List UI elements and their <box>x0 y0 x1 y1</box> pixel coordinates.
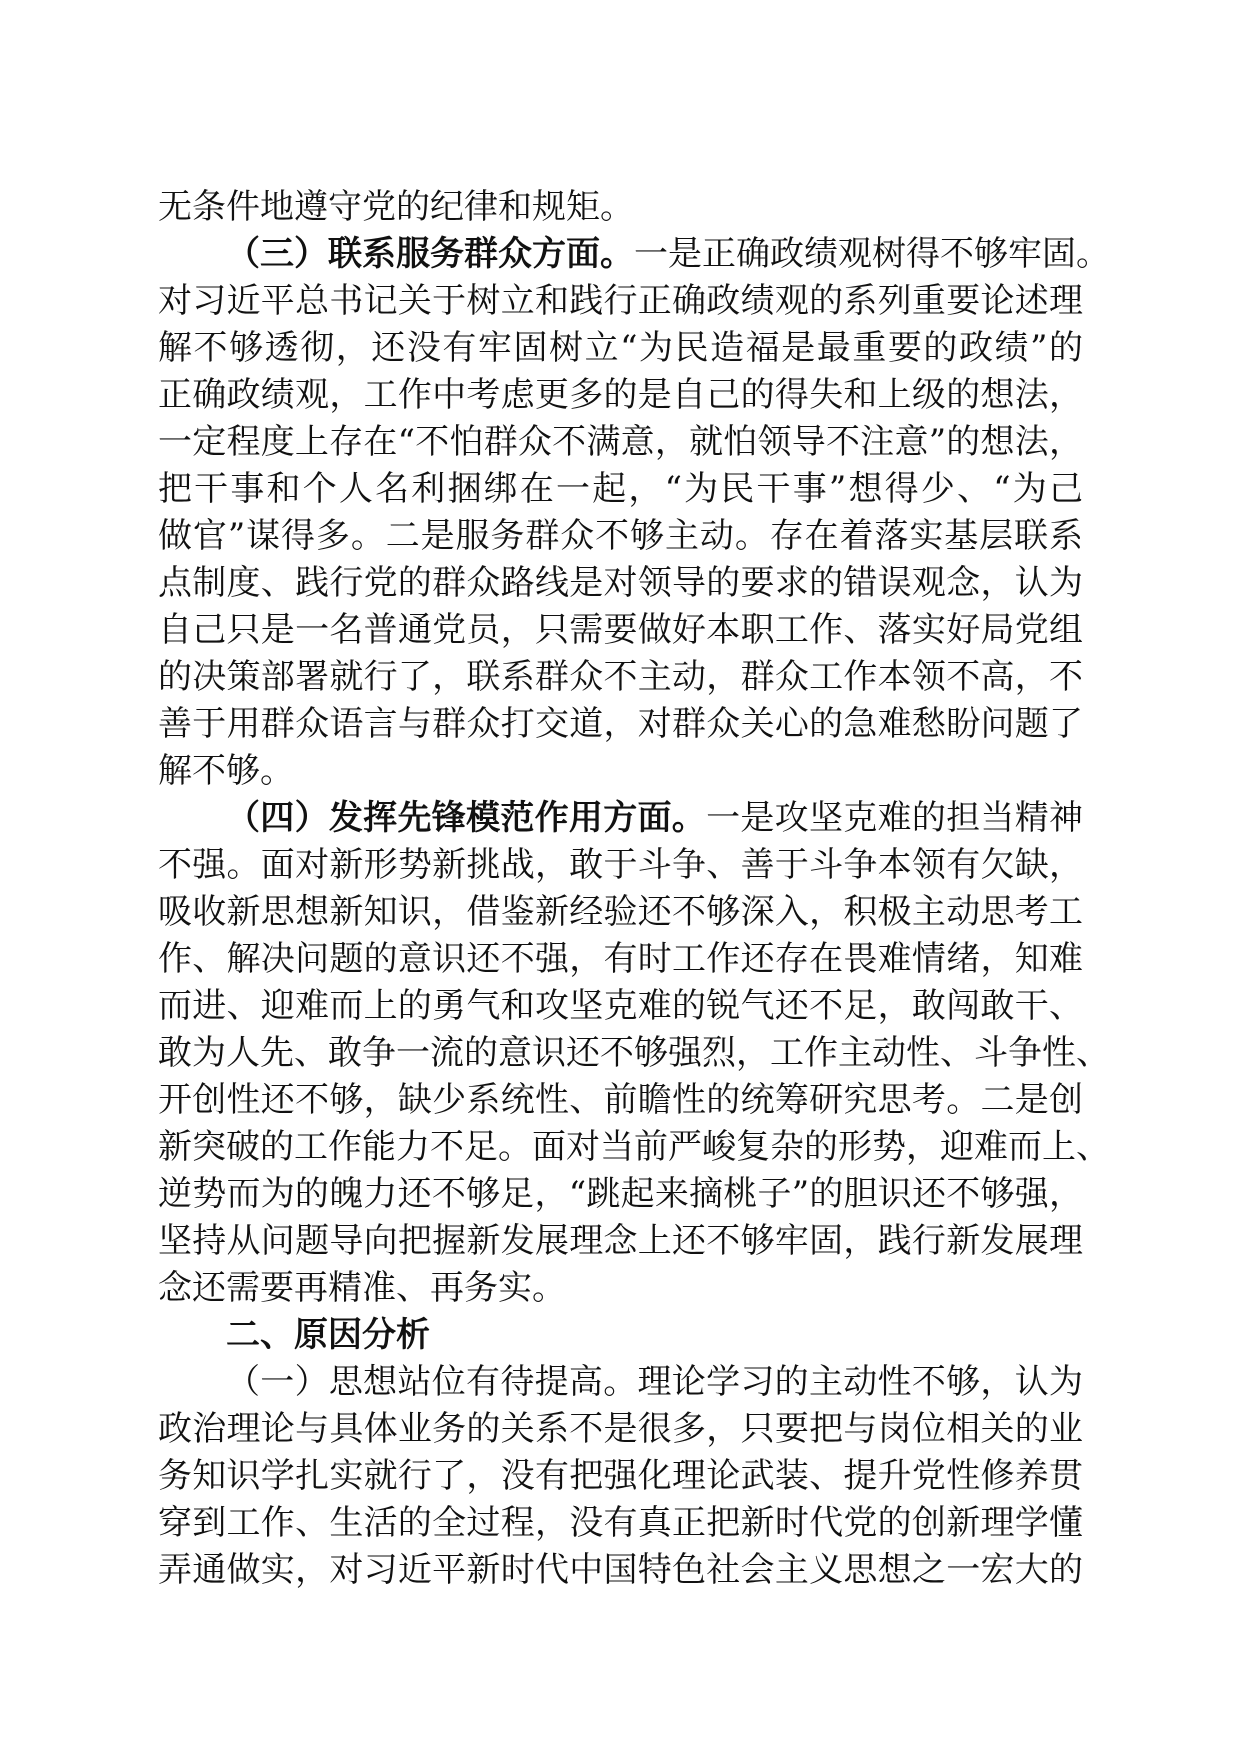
text-line <box>158 795 1083 842</box>
text-line: 穿到工作、生活的全过程，没有真正把新时代党的创新理学懂 <box>158 1503 1083 1543</box>
text-line: 开创性还不够，缺少系统性、前瞻性的统筹研究思考。二是创 <box>158 1080 1083 1120</box>
text-line: 善于用群众语言与群众打交道，对群众关心的急难愁盼问题了 <box>158 704 1083 744</box>
text-line: 把干事和个人名利捆绑在一起，“为民干事”想得少、“为己 <box>158 469 1083 509</box>
section-heading-cause-analysis <box>158 1312 1083 1359</box>
text-line: 的决策部署就行了，联系群众不主动，群众工作本领不高，不 <box>158 657 1083 697</box>
section-lead-ideological-stance: （一）思想站位有待提高。 <box>226 1362 638 1402</box>
text-line: 坚持从问题导向把握新发展理念上还不够牢固，践行新发展理 <box>158 1221 1083 1261</box>
text-line: 解不够。 <box>158 751 294 791</box>
text-line: 念还需要再精准、再务实。 <box>158 1268 566 1308</box>
text-line: 做官”谋得多。二是服务群众不够主动。存在着落实基层联系 <box>158 516 1083 556</box>
text-span: 一是攻坚克难的担当精神 <box>706 798 1084 838</box>
text-line: 正确政绩观，工作中考虑更多的是自己的得失和上级的想法， <box>158 375 1083 415</box>
text-line: 政治理论与具体业务的关系不是很多，只要把与岗位相关的业 <box>158 1409 1083 1449</box>
text-line: 新突破的工作能力不足。面对当前严峻复杂的形势，迎难而上、 <box>158 1127 1110 1167</box>
paragraph-vanguard-role <box>158 795 1110 1312</box>
heading-text: 二、原因分析 <box>226 1315 430 1355</box>
text-line: 无条件地遵守党的纪律和规矩。 <box>158 187 634 227</box>
text-line: 逆势而为的魄力还不够足，“跳起来摘桃子”的胆识还不够强， <box>158 1174 1083 1214</box>
text-line: 不强。面对新形势新挑战，敢于斗争、善于斗争本领有欠缺， <box>158 845 1083 885</box>
text-line: 自己只是一名普通党员，只需要做好本职工作、落实好局党组 <box>158 610 1083 650</box>
text-line: 敢为人先、敢争一流的意识还不够强烈，工作主动性、斗争性、 <box>158 1033 1110 1073</box>
text-span: 一是正确政绩观树得不够牢固。 <box>634 234 1110 274</box>
text-span: 理论学习的主动性不够，认为 <box>637 1362 1083 1402</box>
paragraph-continuation <box>158 184 1083 231</box>
section-lead-service-masses: （三）联系服务群众方面。 <box>226 234 634 274</box>
text-line: 吸收新思想新知识，借鉴新经验还不够深入，积极主动思考工 <box>158 892 1083 932</box>
text-line: 务知识学扎实就行了，没有把强化理论武装、提升党性修养贯 <box>158 1456 1083 1496</box>
paragraph-ideological-stance <box>158 1359 1083 1594</box>
paragraph-service-masses <box>158 231 1110 795</box>
text-line <box>158 231 1110 278</box>
text-line <box>158 1359 1083 1406</box>
text-line: 解不够透彻，还没有牢固树立“为民造福是最重要的政绩”的 <box>158 328 1083 368</box>
document-page <box>158 184 1110 1594</box>
text-line: 作、解决问题的意识还不强，有时工作还存在畏难情绪，知难 <box>158 939 1083 979</box>
text-line: 弄通做实，对习近平新时代中国特色社会主义思想之一宏大的 <box>158 1550 1083 1590</box>
text-line: 而进、迎难而上的勇气和攻坚克难的锐气还不足，敢闯敢干、 <box>158 986 1083 1026</box>
text-line: 对习近平总书记关于树立和践行正确政绩观的系列重要论述理 <box>158 281 1083 321</box>
section-lead-vanguard-role: （四）发挥先锋模范作用方面。 <box>226 798 707 838</box>
text-line: 点制度、践行党的群众路线是对领导的要求的错误观念，认为 <box>158 563 1083 603</box>
text-line: 一定程度上存在“不怕群众不满意，就怕领导不注意”的想法， <box>158 422 1083 462</box>
